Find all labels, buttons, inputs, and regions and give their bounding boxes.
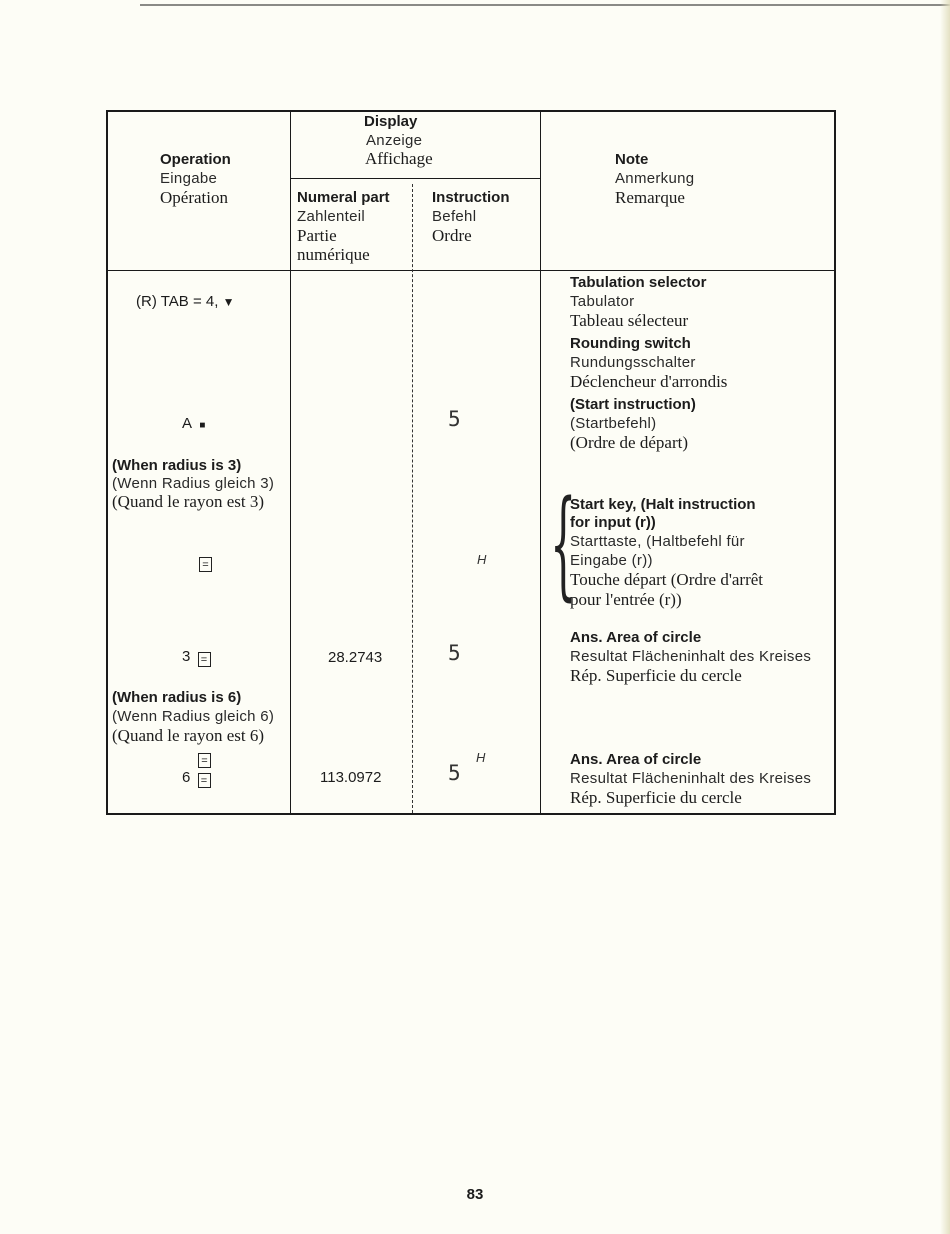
operation-equal-key-2: [198, 748, 211, 768]
operation-equal-key: [199, 552, 212, 572]
header-rule: [108, 270, 834, 271]
header-numeral-fr2: numérique: [297, 245, 370, 264]
col-divider-operation: [290, 112, 291, 813]
note-ans3-en: Ans. Area of circle: [570, 629, 702, 646]
radius6-fr: (Quand le rayon est 6): [112, 726, 265, 745]
instruction-start: 5: [448, 407, 461, 431]
note-halt-de1: Starttaste, (Haltbefehl für: [570, 533, 745, 550]
radius3-fr: (Quand le rayon est 3): [112, 492, 265, 511]
header-note-fr: Remarque: [615, 188, 685, 207]
header-note-de: Anmerkung: [615, 170, 695, 187]
operation-input-6: [182, 768, 211, 788]
header-display-en: Display: [364, 113, 418, 130]
top-rule: [140, 4, 950, 6]
radius3-de: (Wenn Radius gleich 3): [112, 475, 275, 492]
operation-input-3: [182, 647, 211, 667]
note-start-en: (Start instruction): [570, 396, 696, 413]
note-rounding-de: Rundungsschalter: [570, 354, 696, 371]
col-divider-note: [540, 112, 541, 813]
equal-key-icon: =: [198, 773, 211, 788]
header-numeral-en: Numeral part: [297, 189, 390, 206]
note-halt-en2: for input (r)): [570, 514, 656, 531]
note-rounding-en: Rounding switch: [570, 335, 691, 352]
header-instruction-en: Instruction: [432, 189, 510, 206]
note-halt-fr1: Touche départ (Ordre d'arrêt: [570, 570, 764, 589]
instruction-result-6-halt: H: [476, 750, 486, 765]
operation-start-text: A: [182, 415, 192, 432]
down-triangle-icon: ▼: [222, 295, 235, 309]
instruction-result-3: 5: [448, 641, 461, 665]
note-rounding-fr: Déclencheur d'arrondis: [570, 372, 728, 391]
header-operation-de: Eingabe: [160, 170, 218, 187]
operation-input-6-number: 6: [182, 769, 191, 786]
header-operation-en: Operation: [160, 151, 231, 168]
note-ans6-de: Resultat Flächeninhalt des Kreises: [570, 770, 812, 787]
radius6-en: (When radius is 6): [112, 689, 242, 706]
header-numeral-fr1: Partie: [297, 226, 337, 245]
curly-brace-icon: {: [550, 474, 577, 612]
header-numeral-de: Zahlenteil: [297, 208, 366, 225]
page-edge-shadow: [940, 0, 950, 1234]
display-dashed-divider: [412, 184, 413, 813]
note-tab-en: Tabulation selector: [570, 274, 707, 291]
equal-key-icon: =: [198, 652, 211, 667]
note-ans3-fr: Rép. Superficie du cercle: [570, 666, 742, 685]
operation-tab: [136, 292, 234, 312]
radius6-de: (Wenn Radius gleich 6): [112, 708, 275, 725]
instruction-result-6: 5: [448, 761, 461, 785]
header-display-de: Anzeige: [366, 132, 423, 149]
square-icon: ■: [199, 420, 206, 431]
page-number: 83: [466, 1186, 484, 1203]
operation-input-3-number: 3: [182, 648, 191, 665]
display-subheader-rule: [290, 178, 540, 179]
header-instruction-fr: Ordre: [432, 226, 472, 245]
numeral-result-6: 113.0972: [320, 769, 382, 786]
instruction-halt: H: [477, 552, 487, 567]
program-table: [106, 110, 836, 815]
note-start-fr: (Ordre de départ): [570, 433, 688, 452]
note-halt-en1: Start key, (Halt instruction: [570, 496, 756, 513]
note-ans6-en: Ans. Area of circle: [570, 751, 702, 768]
operation-tab-text: (R) TAB = 4,: [136, 293, 219, 310]
radius3-en: (When radius is 3): [112, 457, 242, 474]
note-tab-de: Tabulator: [570, 293, 635, 310]
note-start-de: (Startbefehl): [570, 415, 657, 432]
header-operation-fr: Opération: [160, 188, 228, 207]
operation-start: [182, 414, 205, 435]
note-tab-fr: Tableau sélecteur: [570, 311, 689, 330]
note-halt-de2: Eingabe (r)): [570, 552, 653, 569]
numeral-result-3: 28.2743: [328, 649, 383, 666]
header-display-fr: Affichage: [365, 149, 433, 168]
note-ans3-de: Resultat Flächeninhalt des Kreises: [570, 648, 812, 665]
header-note-en: Note: [615, 151, 649, 168]
equal-key-icon: =: [198, 753, 211, 768]
note-ans6-fr: Rép. Superficie du cercle: [570, 788, 742, 807]
note-halt-fr2: pour l'entrée (r)): [570, 590, 682, 609]
equal-key-icon: =: [199, 557, 212, 572]
header-instruction-de: Befehl: [432, 208, 477, 225]
